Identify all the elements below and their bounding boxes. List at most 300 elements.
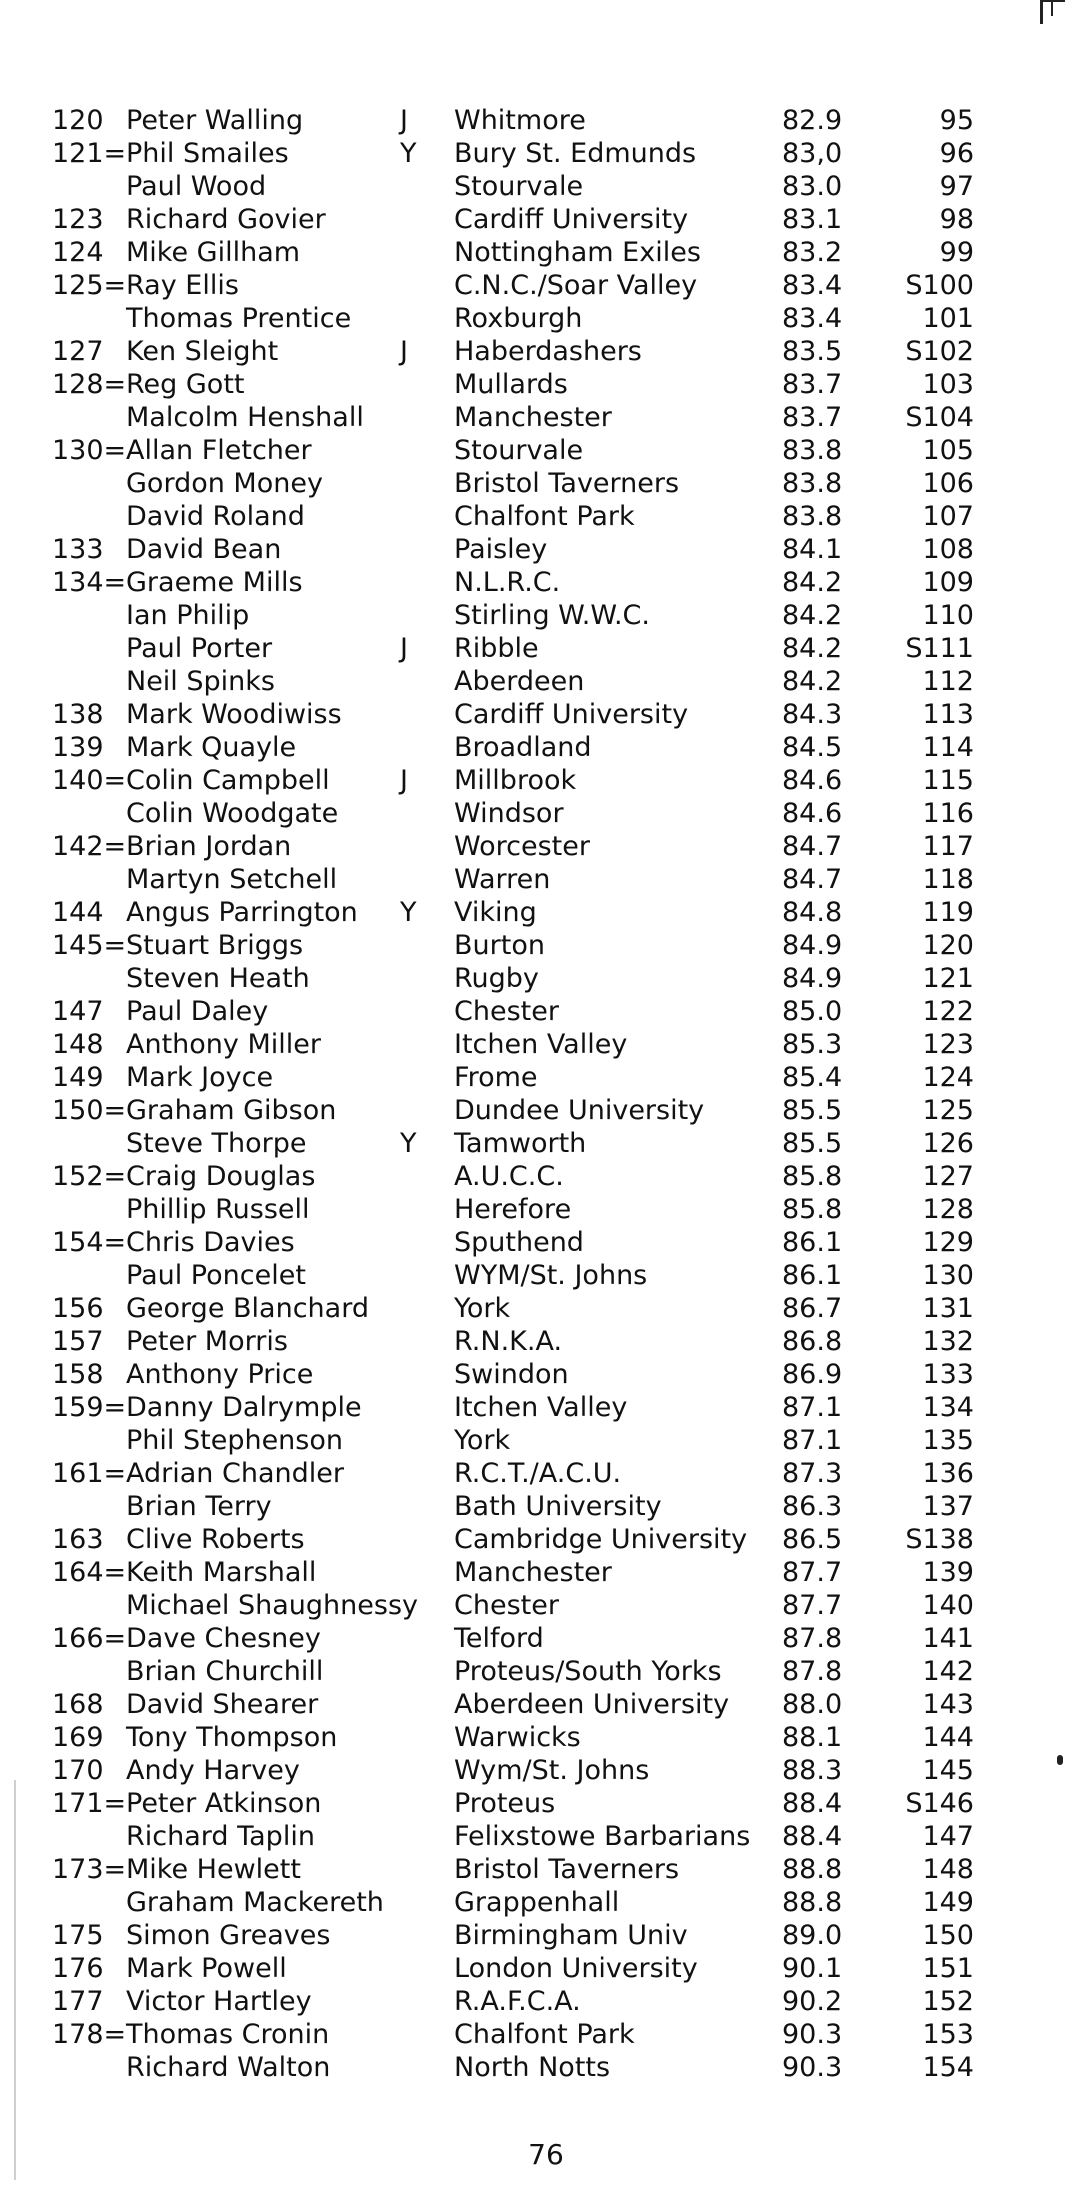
time-cell: 83.7 bbox=[782, 402, 843, 433]
time-cell: 85.3 bbox=[782, 1029, 843, 1060]
time-cell: 88.4 bbox=[782, 1821, 843, 1852]
points-cell: 99 bbox=[939, 237, 974, 268]
club-cell: Chester bbox=[454, 996, 559, 1027]
result-row bbox=[52, 137, 1052, 170]
points-cell: 154 bbox=[922, 2052, 974, 2083]
result-row bbox=[52, 1985, 1052, 2018]
position-cell: 176 bbox=[52, 1953, 104, 1984]
name-cell: Victor Hartley bbox=[126, 1986, 312, 2017]
result-row bbox=[52, 1325, 1052, 1358]
result-row bbox=[52, 1754, 1052, 1787]
result-row bbox=[52, 467, 1052, 500]
time-cell: 84.9 bbox=[782, 930, 843, 961]
name-cell: Craig Douglas bbox=[126, 1161, 316, 1192]
position-cell: 120 bbox=[52, 105, 104, 136]
points-cell: 128 bbox=[922, 1194, 974, 1225]
name-cell: Chris Davies bbox=[126, 1227, 295, 1258]
result-row bbox=[52, 1919, 1052, 1952]
name-cell: Paul Daley bbox=[126, 996, 269, 1027]
name-cell: Keith Marshall bbox=[126, 1557, 317, 1588]
points-cell: 140 bbox=[922, 1590, 974, 1621]
time-cell: 85.0 bbox=[782, 996, 843, 1027]
time-cell: 88.4 bbox=[782, 1788, 843, 1819]
result-row bbox=[52, 335, 1052, 368]
result-row bbox=[52, 1127, 1052, 1160]
name-cell: Steven Heath bbox=[126, 963, 310, 994]
club-cell: R.C.T./A.C.U. bbox=[454, 1458, 622, 1489]
name-cell: Thomas Prentice bbox=[126, 303, 352, 334]
result-row bbox=[52, 995, 1052, 1028]
club-cell: Chalfont Park bbox=[454, 2019, 635, 2050]
club-cell: Swindon bbox=[454, 1359, 569, 1390]
result-row bbox=[52, 896, 1052, 929]
position-cell: 121= bbox=[52, 138, 127, 169]
club-cell: A.U.C.C. bbox=[454, 1161, 564, 1192]
points-cell: 127 bbox=[922, 1161, 974, 1192]
points-cell: 143 bbox=[922, 1689, 974, 1720]
club-cell: Manchester bbox=[454, 402, 612, 433]
time-cell: 86.8 bbox=[782, 1326, 843, 1357]
club-cell: WYM/St. Johns bbox=[454, 1260, 648, 1291]
club-cell: Millbrook bbox=[454, 765, 577, 796]
result-row bbox=[52, 236, 1052, 269]
result-row bbox=[52, 1820, 1052, 1853]
time-cell: 86.5 bbox=[782, 1524, 843, 1555]
name-cell: Allan Fletcher bbox=[126, 435, 312, 466]
position-cell: 178= bbox=[52, 2019, 127, 2050]
result-row bbox=[52, 533, 1052, 566]
name-cell: Steve Thorpe bbox=[126, 1128, 307, 1159]
club-cell: Frome bbox=[454, 1062, 538, 1093]
club-cell: Mullards bbox=[454, 369, 568, 400]
time-cell: 83.0 bbox=[782, 171, 843, 202]
result-row bbox=[52, 731, 1052, 764]
result-row bbox=[52, 1457, 1052, 1490]
time-cell: 90.3 bbox=[782, 2052, 843, 2083]
points-cell: 110 bbox=[922, 600, 974, 631]
time-cell: 84.6 bbox=[782, 765, 843, 796]
name-cell: Clive Roberts bbox=[126, 1524, 305, 1555]
position-cell: 145= bbox=[52, 930, 127, 961]
club-cell: Broadland bbox=[454, 732, 592, 763]
club-cell: R.N.K.A. bbox=[454, 1326, 563, 1357]
club-cell: Grappenhall bbox=[454, 1887, 620, 1918]
time-cell: 83.7 bbox=[782, 369, 843, 400]
points-cell: 97 bbox=[939, 171, 974, 202]
time-cell: 90.2 bbox=[782, 1986, 843, 2017]
points-cell: 119 bbox=[922, 897, 974, 928]
position-cell: 125= bbox=[52, 270, 127, 301]
position-cell: 166= bbox=[52, 1623, 127, 1654]
club-cell: Bristol Taverners bbox=[454, 1854, 680, 1885]
position-cell: 169 bbox=[52, 1722, 104, 1753]
points-cell: 145 bbox=[922, 1755, 974, 1786]
result-row bbox=[52, 929, 1052, 962]
name-cell: Phil Stephenson bbox=[126, 1425, 343, 1456]
time-cell: 87.7 bbox=[782, 1590, 843, 1621]
points-cell: 121 bbox=[922, 963, 974, 994]
time-cell: 84.7 bbox=[782, 864, 843, 895]
result-row bbox=[52, 1952, 1052, 1985]
club-cell: Telford bbox=[454, 1623, 544, 1654]
time-cell: 87.7 bbox=[782, 1557, 843, 1588]
result-row bbox=[52, 1853, 1052, 1886]
result-row bbox=[52, 269, 1052, 302]
points-cell: 129 bbox=[922, 1227, 974, 1258]
points-cell: 150 bbox=[922, 1920, 974, 1951]
points-cell: 116 bbox=[922, 798, 974, 829]
time-cell: 86.9 bbox=[782, 1359, 843, 1390]
club-cell: York bbox=[454, 1425, 511, 1456]
category-cell: J bbox=[400, 336, 408, 367]
name-cell: Ray Ellis bbox=[126, 270, 239, 301]
position-cell: 123 bbox=[52, 204, 104, 235]
points-cell: S104 bbox=[905, 402, 974, 433]
club-cell: Itchen Valley bbox=[454, 1392, 628, 1423]
time-cell: 89.0 bbox=[782, 1920, 843, 1951]
points-cell: 132 bbox=[922, 1326, 974, 1357]
name-cell: Paul Poncelet bbox=[126, 1260, 306, 1291]
club-cell: C.N.C./Soar Valley bbox=[454, 270, 698, 301]
club-cell: Itchen Valley bbox=[454, 1029, 628, 1060]
time-cell: 87.3 bbox=[782, 1458, 843, 1489]
points-cell: 101 bbox=[922, 303, 974, 334]
club-cell: Haberdashers bbox=[454, 336, 642, 367]
position-cell: 154= bbox=[52, 1227, 127, 1258]
time-cell: 86.3 bbox=[782, 1491, 843, 1522]
position-cell: 171= bbox=[52, 1788, 127, 1819]
name-cell: Gordon Money bbox=[126, 468, 323, 499]
time-cell: 84.5 bbox=[782, 732, 843, 763]
club-cell: Manchester bbox=[454, 1557, 612, 1588]
name-cell: Mark Joyce bbox=[126, 1062, 274, 1093]
points-cell: 96 bbox=[939, 138, 974, 169]
time-cell: 83.4 bbox=[782, 270, 843, 301]
position-cell: 173= bbox=[52, 1854, 127, 1885]
club-cell: Worcester bbox=[454, 831, 590, 862]
result-row bbox=[52, 1028, 1052, 1061]
club-cell: Cardiff University bbox=[454, 204, 689, 235]
points-cell: 122 bbox=[922, 996, 974, 1027]
position-cell: 140= bbox=[52, 765, 127, 796]
club-cell: York bbox=[454, 1293, 511, 1324]
points-cell: 133 bbox=[922, 1359, 974, 1390]
points-cell: 141 bbox=[922, 1623, 974, 1654]
time-cell: 87.1 bbox=[782, 1392, 843, 1423]
points-cell: 112 bbox=[922, 666, 974, 697]
club-cell: Aberdeen bbox=[454, 666, 585, 697]
result-row bbox=[52, 764, 1052, 797]
time-cell: 85.4 bbox=[782, 1062, 843, 1093]
position-cell: 150= bbox=[52, 1095, 127, 1126]
time-cell: 83.5 bbox=[782, 336, 843, 367]
position-cell: 163 bbox=[52, 1524, 104, 1555]
club-cell: Proteus bbox=[454, 1788, 556, 1819]
points-cell: S146 bbox=[905, 1788, 974, 1819]
name-cell: Thomas Cronin bbox=[126, 2019, 330, 2050]
result-row bbox=[52, 1490, 1052, 1523]
position-cell: 159= bbox=[52, 1392, 127, 1423]
position-cell: 133 bbox=[52, 534, 104, 565]
time-cell: 85.5 bbox=[782, 1128, 843, 1159]
position-cell: 156 bbox=[52, 1293, 104, 1324]
category-cell: Y bbox=[400, 1128, 417, 1159]
name-cell: Simon Greaves bbox=[126, 1920, 331, 1951]
result-row bbox=[52, 863, 1052, 896]
name-cell: Mark Quayle bbox=[126, 732, 297, 763]
name-cell: Paul Porter bbox=[126, 633, 273, 664]
time-cell: 85.5 bbox=[782, 1095, 843, 1126]
name-cell: Peter Morris bbox=[126, 1326, 288, 1357]
name-cell: Graeme Mills bbox=[126, 567, 303, 598]
name-cell: Peter Atkinson bbox=[126, 1788, 322, 1819]
position-cell: 127 bbox=[52, 336, 104, 367]
result-row bbox=[52, 698, 1052, 731]
position-cell: 138 bbox=[52, 699, 104, 730]
result-row bbox=[52, 1391, 1052, 1424]
points-cell: 144 bbox=[922, 1722, 974, 1753]
club-cell: Roxburgh bbox=[454, 303, 583, 334]
results-list bbox=[52, 104, 1052, 2084]
points-cell: 149 bbox=[922, 1887, 974, 1918]
points-cell: 152 bbox=[922, 1986, 974, 2017]
points-cell: 123 bbox=[922, 1029, 974, 1060]
time-cell: 85.8 bbox=[782, 1194, 843, 1225]
points-cell: 120 bbox=[922, 930, 974, 961]
result-row bbox=[52, 1721, 1052, 1754]
result-row bbox=[52, 170, 1052, 203]
club-cell: R.A.F.C.A. bbox=[454, 1986, 581, 2017]
points-cell: 95 bbox=[939, 105, 974, 136]
time-cell: 87.8 bbox=[782, 1656, 843, 1687]
club-cell: Dundee University bbox=[454, 1095, 705, 1126]
name-cell: Anthony Miller bbox=[126, 1029, 321, 1060]
club-cell: Stourvale bbox=[454, 171, 584, 202]
club-cell: Nottingham Exiles bbox=[454, 237, 701, 268]
result-row bbox=[52, 1292, 1052, 1325]
name-cell: Angus Parrington bbox=[126, 897, 358, 928]
name-cell: Peter Walling bbox=[126, 105, 304, 136]
time-cell: 82.9 bbox=[782, 105, 843, 136]
points-cell: 109 bbox=[922, 567, 974, 598]
name-cell: Adrian Chandler bbox=[126, 1458, 344, 1489]
points-cell: S100 bbox=[905, 270, 974, 301]
time-cell: 87.1 bbox=[782, 1425, 843, 1456]
club-cell: Stirling W.W.C. bbox=[454, 600, 650, 631]
result-row bbox=[52, 1523, 1052, 1556]
result-row bbox=[52, 2051, 1052, 2084]
time-cell: 83,0 bbox=[782, 138, 843, 169]
club-cell: Cardiff University bbox=[454, 699, 689, 730]
points-cell: 107 bbox=[922, 501, 974, 532]
result-row bbox=[52, 830, 1052, 863]
name-cell: Phil Smailes bbox=[126, 138, 289, 169]
name-cell: Brian Jordan bbox=[126, 831, 292, 862]
time-cell: 86.7 bbox=[782, 1293, 843, 1324]
time-cell: 88.8 bbox=[782, 1854, 843, 1885]
time-cell: 84.2 bbox=[782, 600, 843, 631]
club-cell: Aberdeen University bbox=[454, 1689, 730, 1720]
result-row bbox=[52, 2018, 1052, 2051]
points-cell: 136 bbox=[922, 1458, 974, 1489]
position-cell: 124 bbox=[52, 237, 104, 268]
points-cell: 130 bbox=[922, 1260, 974, 1291]
club-cell: Bristol Taverners bbox=[454, 468, 680, 499]
name-cell: Graham Gibson bbox=[126, 1095, 337, 1126]
name-cell: Danny Dalrymple bbox=[126, 1392, 362, 1423]
corner-scan-mark bbox=[1040, 0, 1065, 24]
points-cell: 151 bbox=[922, 1953, 974, 1984]
points-cell: 135 bbox=[922, 1425, 974, 1456]
time-cell: 83.8 bbox=[782, 435, 843, 466]
category-cell: Y bbox=[400, 897, 417, 928]
name-cell: Richard Taplin bbox=[126, 1821, 315, 1852]
time-cell: 86.1 bbox=[782, 1227, 843, 1258]
club-cell: Warwicks bbox=[454, 1722, 581, 1753]
club-cell: Proteus/South Yorks bbox=[454, 1656, 722, 1687]
name-cell: Paul Wood bbox=[126, 171, 267, 202]
name-cell: Dave Chesney bbox=[126, 1623, 321, 1654]
result-row bbox=[52, 1424, 1052, 1457]
position-cell: 147 bbox=[52, 996, 104, 1027]
scan-edge-line bbox=[14, 1780, 16, 2180]
time-cell: 84.2 bbox=[782, 567, 843, 598]
name-cell: Colin Woodgate bbox=[126, 798, 339, 829]
scan-speck bbox=[1057, 1755, 1063, 1765]
name-cell: Mark Woodiwiss bbox=[126, 699, 342, 730]
position-cell: 157 bbox=[52, 1326, 104, 1357]
points-cell: 125 bbox=[922, 1095, 974, 1126]
time-cell: 84.8 bbox=[782, 897, 843, 928]
position-cell: 164= bbox=[52, 1557, 127, 1588]
result-row bbox=[52, 1589, 1052, 1622]
time-cell: 83.8 bbox=[782, 468, 843, 499]
club-cell: N.L.R.C. bbox=[454, 567, 561, 598]
name-cell: George Blanchard bbox=[126, 1293, 369, 1324]
name-cell: Anthony Price bbox=[126, 1359, 314, 1390]
name-cell: Mark Powell bbox=[126, 1953, 287, 1984]
points-cell: S138 bbox=[905, 1524, 974, 1555]
club-cell: Herefore bbox=[454, 1194, 572, 1225]
name-cell: Tony Thompson bbox=[126, 1722, 338, 1753]
time-cell: 88.0 bbox=[782, 1689, 843, 1720]
name-cell: Neil Spinks bbox=[126, 666, 275, 697]
position-cell: 128= bbox=[52, 369, 127, 400]
name-cell: Mike Hewlett bbox=[126, 1854, 301, 1885]
result-row bbox=[52, 599, 1052, 632]
name-cell: Graham Mackereth bbox=[126, 1887, 384, 1918]
result-row bbox=[52, 368, 1052, 401]
time-cell: 83.8 bbox=[782, 501, 843, 532]
name-cell: Colin Campbell bbox=[126, 765, 330, 796]
name-cell: Martyn Setchell bbox=[126, 864, 338, 895]
points-cell: 153 bbox=[922, 2019, 974, 2050]
position-cell: 175 bbox=[52, 1920, 104, 1951]
position-cell: 149 bbox=[52, 1062, 104, 1093]
club-cell: Paisley bbox=[454, 534, 548, 565]
time-cell: 83.1 bbox=[782, 204, 843, 235]
result-row bbox=[52, 302, 1052, 335]
club-cell: Cambridge University bbox=[454, 1524, 748, 1555]
position-cell: 130= bbox=[52, 435, 127, 466]
result-row bbox=[52, 632, 1052, 665]
club-cell: Warren bbox=[454, 864, 551, 895]
result-row bbox=[52, 1160, 1052, 1193]
time-cell: 84.6 bbox=[782, 798, 843, 829]
time-cell: 84.1 bbox=[782, 534, 843, 565]
result-row bbox=[52, 1094, 1052, 1127]
points-cell: 131 bbox=[922, 1293, 974, 1324]
position-cell: 139 bbox=[52, 732, 104, 763]
time-cell: 88.3 bbox=[782, 1755, 843, 1786]
club-cell: North Notts bbox=[454, 2052, 611, 2083]
club-cell: Burton bbox=[454, 930, 545, 961]
result-row bbox=[52, 1193, 1052, 1226]
points-cell: 114 bbox=[922, 732, 974, 763]
result-row bbox=[52, 797, 1052, 830]
points-cell: 103 bbox=[922, 369, 974, 400]
points-cell: 147 bbox=[922, 1821, 974, 1852]
result-row bbox=[52, 1688, 1052, 1721]
points-cell: S102 bbox=[905, 336, 974, 367]
points-cell: 139 bbox=[922, 1557, 974, 1588]
position-cell: 177 bbox=[52, 1986, 104, 2017]
club-cell: Viking bbox=[454, 897, 537, 928]
points-cell: 115 bbox=[922, 765, 974, 796]
name-cell: Brian Terry bbox=[126, 1491, 272, 1522]
position-cell: 158 bbox=[52, 1359, 104, 1390]
time-cell: 88.1 bbox=[782, 1722, 843, 1753]
time-cell: 84.2 bbox=[782, 666, 843, 697]
result-row bbox=[52, 566, 1052, 599]
name-cell: Michael Shaughnessy bbox=[126, 1590, 418, 1621]
result-row bbox=[52, 1622, 1052, 1655]
club-cell: Windsor bbox=[454, 798, 564, 829]
club-cell: Bath University bbox=[454, 1491, 662, 1522]
time-cell: 83.2 bbox=[782, 237, 843, 268]
name-cell: David Shearer bbox=[126, 1689, 319, 1720]
club-cell: Whitmore bbox=[454, 105, 586, 136]
time-cell: 84.2 bbox=[782, 633, 843, 664]
result-row bbox=[52, 1787, 1052, 1820]
time-cell: 84.9 bbox=[782, 963, 843, 994]
club-cell: Birmingham Univ bbox=[454, 1920, 688, 1951]
result-row bbox=[52, 1556, 1052, 1589]
club-cell: Wym/St. Johns bbox=[454, 1755, 650, 1786]
time-cell: 86.1 bbox=[782, 1260, 843, 1291]
points-cell: 134 bbox=[922, 1392, 974, 1423]
points-cell: 105 bbox=[922, 435, 974, 466]
result-row bbox=[52, 500, 1052, 533]
position-cell: 134= bbox=[52, 567, 127, 598]
club-cell: London University bbox=[454, 1953, 698, 1984]
points-cell: 113 bbox=[922, 699, 974, 730]
name-cell: Ken Sleight bbox=[126, 336, 279, 367]
name-cell: Phillip Russell bbox=[126, 1194, 310, 1225]
club-cell: Rugby bbox=[454, 963, 539, 994]
position-cell: 161= bbox=[52, 1458, 127, 1489]
position-cell: 170 bbox=[52, 1755, 104, 1786]
page-number: 76 bbox=[528, 2138, 564, 2171]
club-cell: Chalfont Park bbox=[454, 501, 635, 532]
position-cell: 152= bbox=[52, 1161, 127, 1192]
result-row bbox=[52, 434, 1052, 467]
points-cell: 98 bbox=[939, 204, 974, 235]
result-row bbox=[52, 1358, 1052, 1391]
time-cell: 83.4 bbox=[782, 303, 843, 334]
name-cell: Mike Gillham bbox=[126, 237, 301, 268]
points-cell: 117 bbox=[922, 831, 974, 862]
